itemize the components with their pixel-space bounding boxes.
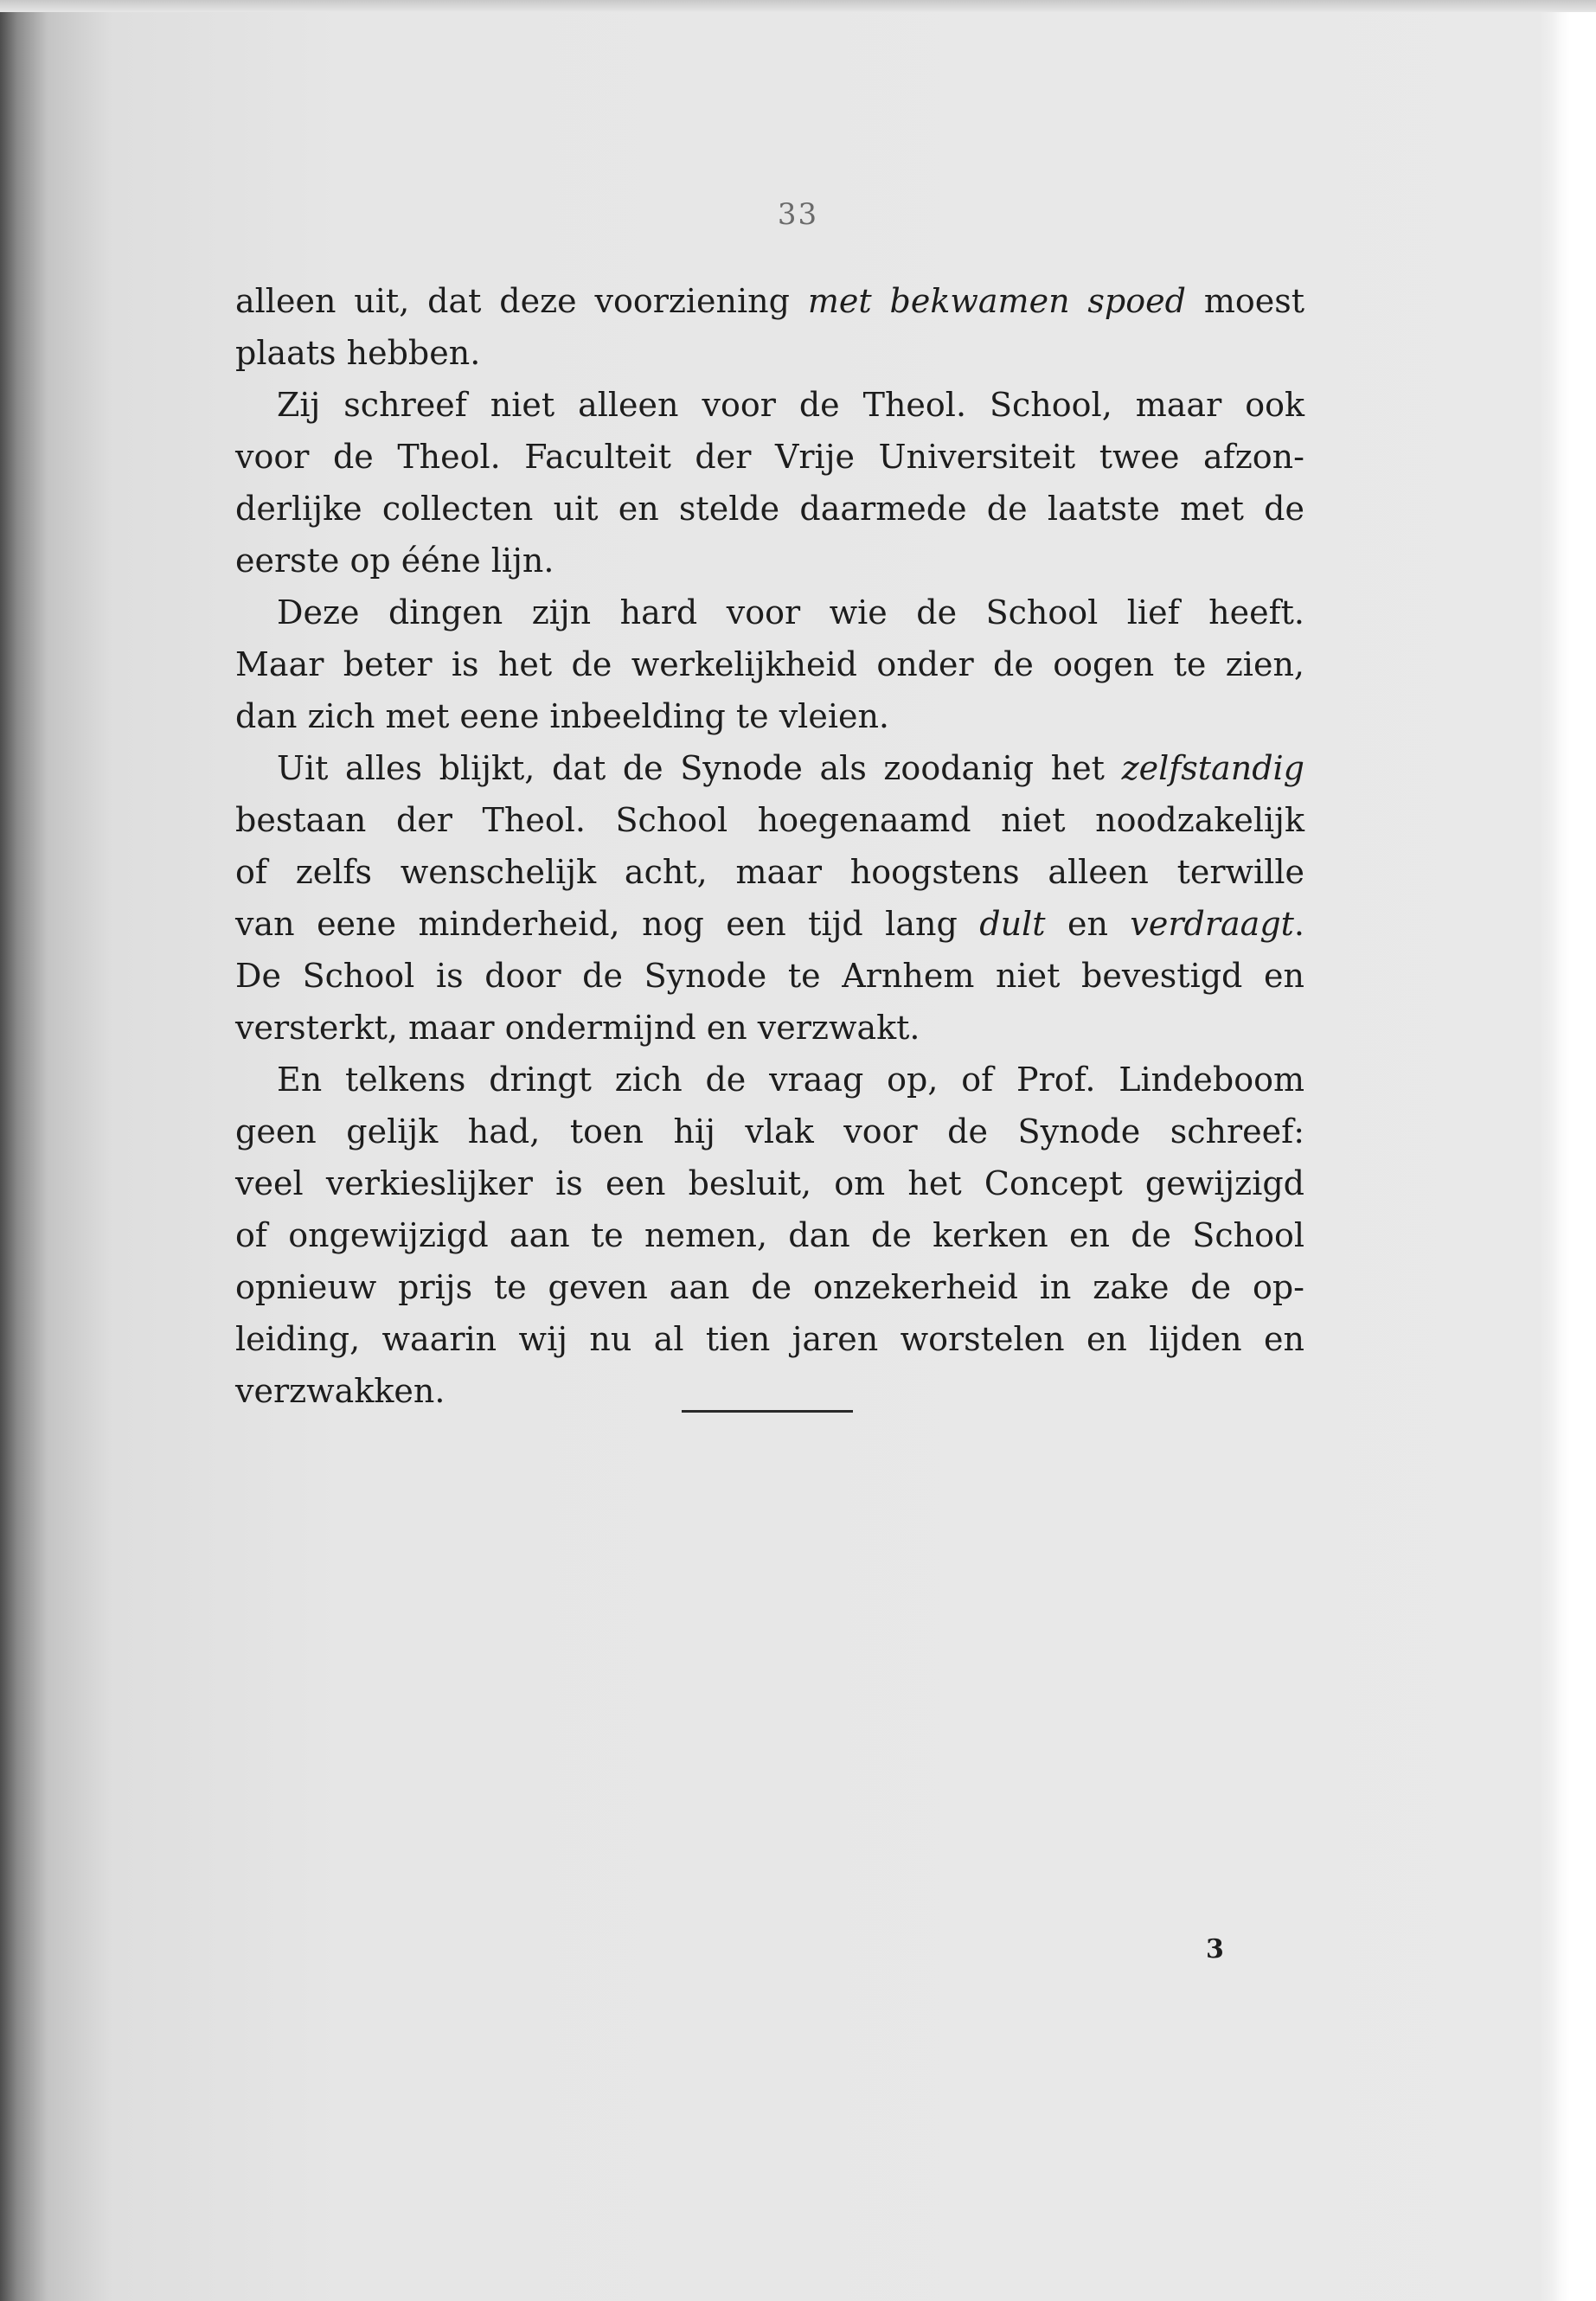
text-line: bestaan der Theol. School hoegenaamd niet noodzakelijk	[235, 801, 1304, 839]
emphasis: verdraagt	[1130, 905, 1294, 943]
emphasis: met bekwamen spoed	[807, 282, 1186, 320]
text-line: veel verkieslijker is een besluit, om het Concept gewijzigd	[235, 1164, 1304, 1202]
text-line: van eene minderheid, nog een tijd lang dult en verdraagt.	[235, 905, 1305, 943]
text-line: versterkt, maar ondermijnd en verzwakt.	[235, 1009, 920, 1047]
text-line: voor de Theol. Faculteit der Vrije Universiteit twee afzon-	[235, 438, 1304, 476]
text-line: geen gelijk had, toen hij vlak voor de Synode schreef:	[235, 1112, 1304, 1150]
text-line: verzwakken.	[235, 1372, 445, 1410]
text-line: Deze dingen zijn hard voor wie de School lief heeft.	[277, 593, 1304, 631]
signature-mark: 3	[1206, 1934, 1224, 1965]
text-line: En telkens dringt zich de vraag op, of Prof. Lindeboom	[277, 1061, 1304, 1099]
text-line: Uit alles blijkt, dat de Synode als zoodanig het zelfstandig	[277, 749, 1304, 787]
text-line: Maar beter is het de werkelijkheid onder de oogen te zien,	[235, 645, 1304, 683]
text-line: alleen uit, dat deze voorziening met bekwamen spoed moest	[235, 282, 1305, 320]
text-line: Zij schreef niet alleen voor de Theol. School, maar ook	[277, 386, 1304, 424]
text-line: of ongewijzigd aan te nemen, dan de kerken en de School	[235, 1216, 1304, 1254]
emphasis: dult	[979, 905, 1046, 943]
emphasis: zelfstandig	[1121, 749, 1304, 787]
text-line: plaats hebben.	[235, 334, 481, 372]
end-rule-divider	[682, 1410, 853, 1413]
text-line: of zelfs wenschelijk acht, maar hoogstens alleen terwille	[235, 853, 1304, 891]
scan-top-edge	[0, 0, 1596, 12]
text-line: derlijke collecten uit en stelde daarmede de laatste met de	[235, 490, 1304, 528]
page-number: 33	[777, 197, 819, 232]
text-line: De School is door de Synode te Arnhem niet bevestigd en	[235, 957, 1304, 995]
body-text	[235, 275, 1304, 1417]
text-line: leiding, waarin wij nu al tien jaren worstelen en lijden en	[235, 1320, 1304, 1358]
text-line: opnieuw prijs te geven aan de onzekerheid in zake de op-	[235, 1268, 1304, 1306]
text-line: eerste op ééne lijn.	[235, 542, 554, 580]
text-line: dan zich met eene inbeelding te vleien.	[235, 697, 890, 735]
